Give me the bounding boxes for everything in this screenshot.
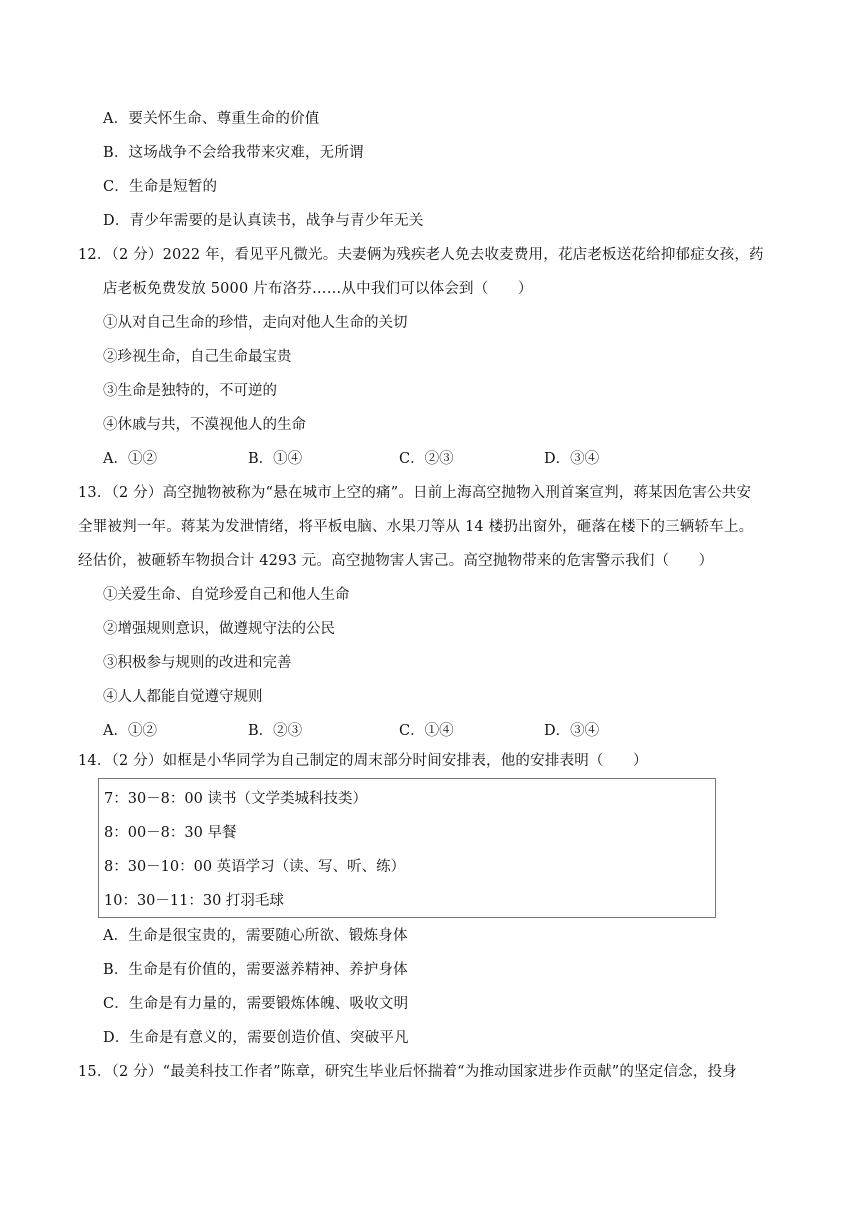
schedule-row: 8：00－8：30 早餐 — [104, 825, 237, 841]
q13-stem-line2: 全罪被判一年。蒋某为发泄情绪，将平板电脑、水果刀等从 14 楼扔出窗外，砸落在楼下的三辆轿车上。 — [78, 519, 754, 535]
q13-statement-2: ②增强规则意识，做遵规守法的公民 — [103, 621, 335, 637]
q11-option-c: C．生命是短暂的 — [103, 179, 218, 195]
q11-option-a: A．要关怀生命、尊重生命的价值 — [103, 111, 320, 127]
q13-stem-line3: 经估价，被砸轿车物损合计 4293 元。高空抛物害人害己。高空抛物带来的危害警示我们（ ） — [78, 553, 714, 569]
q13-choice-b: B．②③ — [248, 723, 303, 739]
q14-option-d: D．生命是有意义的，需要创造价值、突破平凡 — [103, 1030, 409, 1046]
q15-stem-line1: 15．（2 分）“最美科技工作者”陈章，研究生毕业后怀揣着“为推动国家进步作贡献”的坚定信念，投身 — [78, 1064, 737, 1080]
q12-choices — [103, 449, 743, 469]
q12-choice-d: D．③④ — [544, 451, 600, 467]
q12-statement-2: ②珍视生命，自己生命最宝贵 — [103, 349, 292, 365]
q13-choices — [103, 721, 743, 741]
q14-option-b: B．生命是有价值的，需要滋养精神、养护身体 — [103, 962, 408, 978]
q14-stem-line1: 14．（2 分）如框是小华同学为自己制定的周末部分时间安排表，他的安排表明（ ） — [78, 753, 648, 769]
q12-choice-c: C．②③ — [399, 451, 454, 467]
q11-option-b: B．这场战争不会给我带来灾难，无所谓 — [103, 145, 364, 161]
q12-statement-1: ①从对自己生命的珍惜，走向对他人生命的关切 — [103, 315, 408, 331]
q13-statement-4: ④人人都能自觉遵守规则 — [103, 689, 263, 705]
q13-stem-line1: 13．（2 分）高空抛物被称为“悬在城市上空的痛”。日前上海高空抛物入刑首案宣判，蒋某因危害公共安 — [78, 485, 752, 501]
q12-choice-b: B．①④ — [248, 451, 303, 467]
q14-option-a: A．生命是很宝贵的，需要随心所欲、锻炼身体 — [103, 928, 408, 944]
q14-option-c: C．生命是有力量的，需要锻炼体魄、吸收文明 — [103, 996, 409, 1012]
q13-choice-a: A．①② — [103, 723, 157, 739]
schedule-box — [98, 778, 716, 918]
q12-choice-a: A．①② — [103, 451, 157, 467]
q12-statement-3: ③生命是独特的，不可逆的 — [103, 383, 277, 399]
schedule-row: 7：30－8：00 读书（文学类城科技类） — [104, 791, 367, 807]
schedule-row: 10：30－11：30 打羽毛球 — [104, 893, 284, 909]
q13-choice-c: C．①④ — [399, 723, 454, 739]
q12-stem-line1: 12．（2 分）2022 年，看见平凡微光。夫妻俩为残疾老人免去收麦费用，花店老板送花给抑郁症女孩，药 — [78, 247, 764, 263]
q13-statement-1: ①关爱生命、自觉珍爱自己和他人生命 — [103, 587, 350, 603]
schedule-row: 8：30－10：00 英语学习（读、写、听、练） — [104, 859, 406, 875]
q13-statement-3: ③积极参与规则的改进和完善 — [103, 655, 292, 671]
q12-stem-line2: 店老板免费发放 5000 片布洛芬……从中我们可以体会到（ ） — [103, 281, 533, 297]
q12-statement-4: ④休戚与共，不漠视他人的生命 — [103, 417, 306, 433]
q11-option-d: D．青少年需要的是认真读书，战争与青少年无关 — [103, 213, 424, 229]
q13-choice-d: D．③④ — [544, 723, 600, 739]
